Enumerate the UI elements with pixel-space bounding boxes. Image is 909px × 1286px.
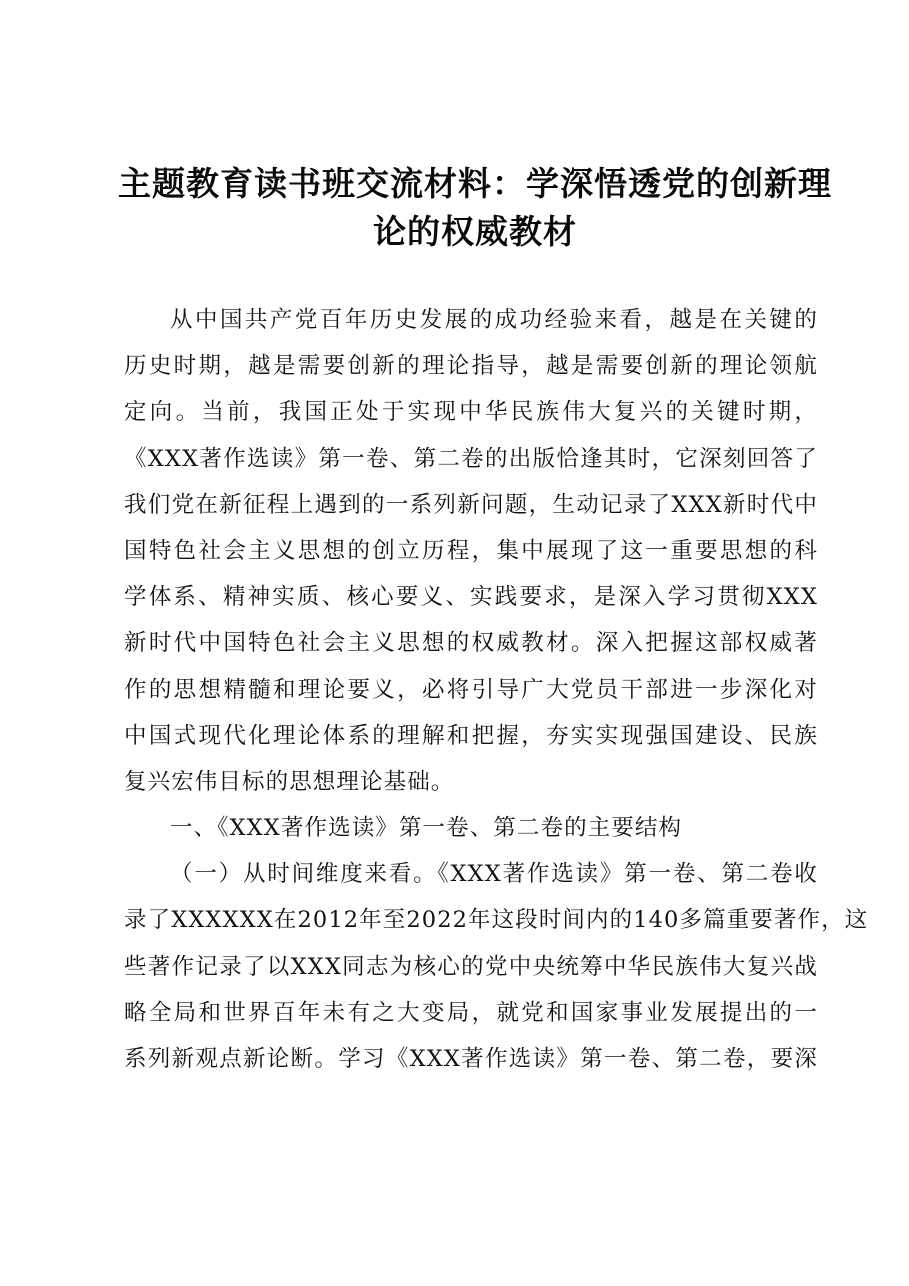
- paragraph-1-line-6: 国特色社会主义思想的创立历程，集中展现了这一重要思想的科: [124, 537, 818, 564]
- paragraph-1-line-1: 从中国共产党百年历史发展的成功经验来看，越是在关键的: [170, 307, 818, 333]
- section-heading-1: 一、《XXX著作选读》第一卷、第二卷的主要结构: [170, 815, 683, 842]
- paragraph-3-line-4: 略全局和世界百年未有之大变局，就党和国家事业发展提出的一: [124, 999, 818, 1026]
- paragraph-1-line-10: 中国式现代化理论体系的理解和把握，夯实实现强国建设、民族: [124, 722, 818, 749]
- paragraph-3-line-1: （一）从时间维度来看。《XXX著作选读》第一卷、第二卷收: [170, 861, 818, 888]
- paragraph-1-line-7: 学体系、精神实质、核心要义、实践要求，是深入学习贯彻XXX: [124, 584, 818, 611]
- paragraph-1-line-3: 定向。当前，我国正处于实现中华民族伟大复兴的关键时期，: [124, 399, 818, 426]
- paragraph-1-line-5: 我们党在新征程上遇到的一系列新问题，生动记录了XXX新时代中: [124, 491, 818, 518]
- paragraph-3-line-5: 系列新观点新论断。学习《XXX著作选读》第一卷、第二卷，要深: [124, 1046, 818, 1072]
- document-title: [110, 160, 840, 256]
- paragraph-1-line-4: 《XXX著作选读》第一卷、第二卷的出版恰逢其时，它深刻回答了: [124, 445, 818, 472]
- paragraph-1-line-9: 作的思想精髓和理论要义，必将引导广大党员干部进一步深化对: [124, 676, 818, 703]
- document-body: [124, 297, 869, 1082]
- paragraph-1-line-2: 历史时期，越是需要创新的理论指导，越是需要创新的理论领航: [124, 353, 818, 380]
- paragraph-3-line-3: 些著作记录了以XXX同志为核心的党中央统筹中华民族伟大复兴战: [124, 953, 818, 980]
- title-line-2: 论的权威教材: [373, 212, 577, 251]
- title-line-1: 主题教育读书班交流材料：学深悟透党的创新理: [118, 164, 832, 203]
- paragraph-1-line-8: 新时代中国特色社会主义思想的权威教材。深入把握这部权威著: [124, 630, 818, 657]
- paragraph-1-line-11: 复兴宏伟目标的思想理论基础。: [124, 768, 455, 795]
- paragraph-3-line-2: 录了XXXXXX在2012年至2022年这段时间内的140多篇重要著作，这: [124, 907, 869, 934]
